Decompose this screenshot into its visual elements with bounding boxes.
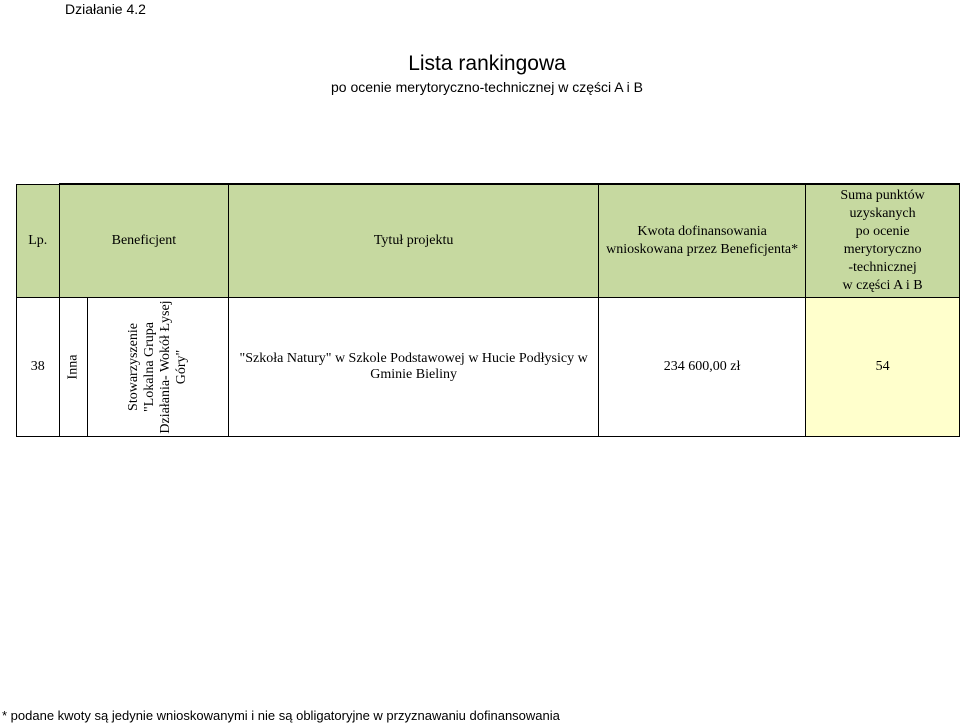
ranking-table xyxy=(16,183,960,437)
cell-typ-text: Inna xyxy=(65,354,81,380)
cell-punkty: 54 xyxy=(806,298,960,437)
cell-typ xyxy=(59,298,88,437)
section-label: Działanie 4.2 xyxy=(65,0,185,18)
table-header-row xyxy=(17,184,960,298)
header-suma-line-2: uzyskanych xyxy=(849,206,916,221)
header-lp: Lp. xyxy=(17,184,60,298)
cell-lp: 38 xyxy=(17,298,60,437)
header-suma-line-3: po ocenie xyxy=(855,224,910,239)
header-suma-line-5: -technicznej xyxy=(848,260,917,275)
cell-beneficjent-text: Stowarzyszenie "Lokalna Grupa Działania- Wokół Łysej Góry" xyxy=(126,300,190,434)
header-suma xyxy=(806,184,960,298)
cell-tytul: "Szkoła Natury" w Szkole Podstawowej w Hucie Podłysicy w Gminie Bieliny xyxy=(229,298,599,437)
header-suma-line-1: Suma punktów xyxy=(840,188,925,203)
header-suma-line-6: w części A i B xyxy=(842,278,923,293)
footnote: * podane kwoty są jedynie wnioskowanymi i nie są obligatoryjne w przyznawaniu dofinansowania xyxy=(2,708,560,723)
header-suma-line-4: merytoryczno xyxy=(843,242,922,257)
header-beneficjent: Beneficjent xyxy=(59,184,229,298)
page-subtitle: po ocenie merytoryczno-technicznej w części A i B xyxy=(330,79,644,95)
table-row xyxy=(17,298,960,437)
header-kwota xyxy=(599,184,806,298)
page-title: Lista rankingowa xyxy=(408,52,566,75)
header-kwota-line-1: Kwota dofinansowania xyxy=(637,224,767,239)
cell-kwota: 234 600,00 zł xyxy=(599,298,806,437)
cell-beneficjent xyxy=(88,298,229,437)
header-tytul: Tytuł projektu xyxy=(229,184,599,298)
header-kwota-line-2: wnioskowana przez Beneficjenta* xyxy=(606,242,799,257)
